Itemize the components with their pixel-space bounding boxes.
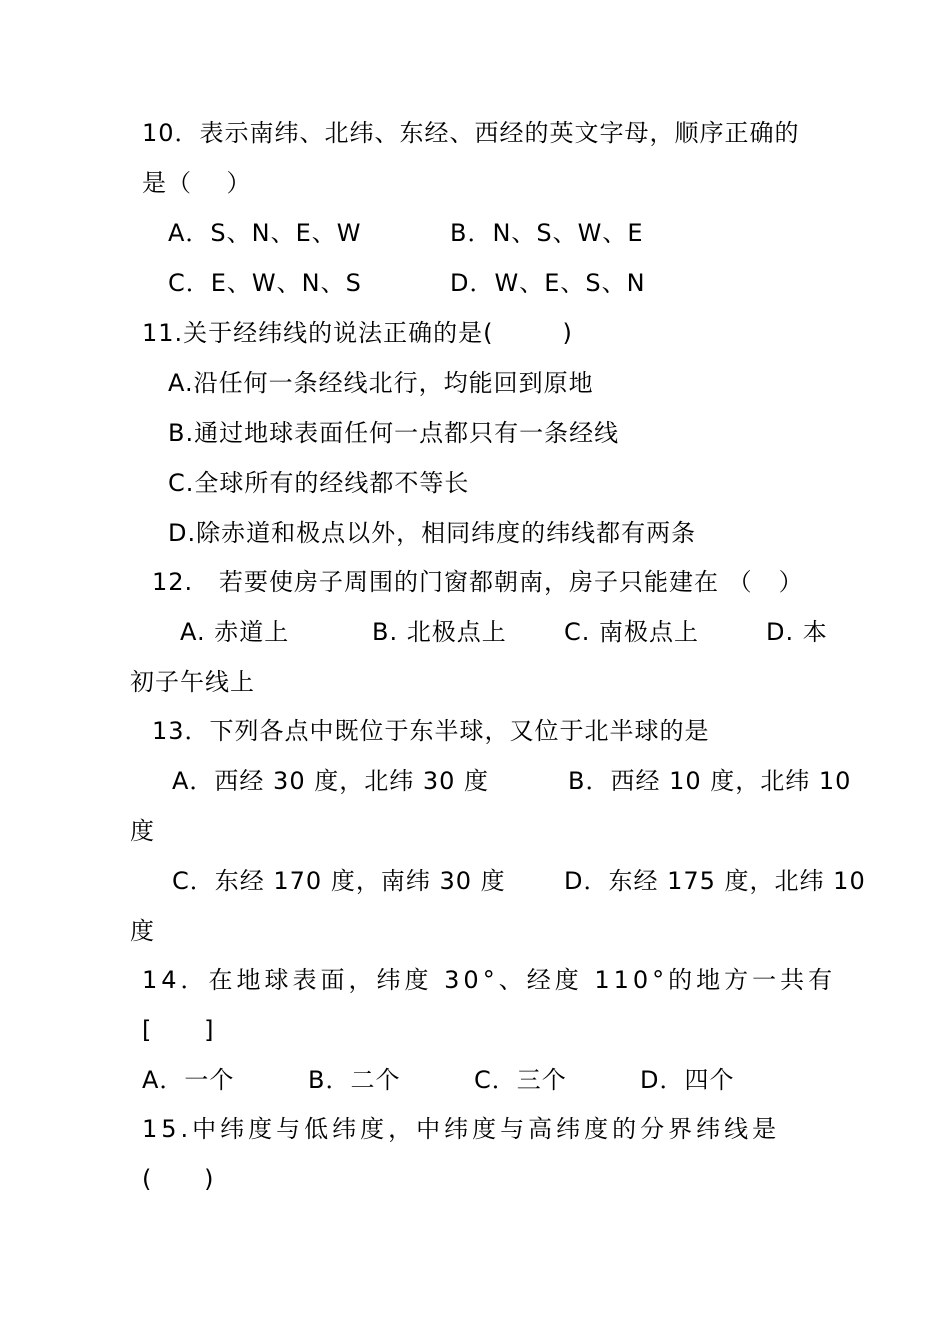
q12-option-d: D. 本 [766,618,828,646]
q11-option-b: B.通过地球表面任何一点都只有一条经线 [168,419,620,447]
q14-option-c: C．三个 [474,1066,567,1094]
q12-option-a: A. 赤道上 [180,618,290,646]
q10-stem-line2: 是（ ） [142,169,252,197]
q10-option-b: B．N、S、W、E [450,219,644,247]
q10-option-d: D．W、E、S、N [450,269,646,297]
q10-option-a: A．S、N、E、W [168,219,362,247]
q13-option-b-continued: 度 [130,817,155,845]
q14-stem: 14．在地球表面，纬度 30°、经度 110°的地方一共有 [142,966,837,994]
q10-stem-line1: 10．表示南纬、北纬、东经、西经的英文字母，顺序正确的 [142,119,800,147]
q13-option-d: D．东经 175 度，北纬 10 [564,867,866,895]
q13-option-d-continued: 度 [130,917,155,945]
q13-option-c: C．东经 170 度，南纬 30 度 [172,867,506,895]
q15-answer-bracket: ( ) [142,1165,215,1193]
q11-option-a: A.沿任何一条经线北行，均能回到原地 [168,369,594,397]
q12-option-d-continued: 初子午线上 [130,668,255,696]
q13-stem: 13．下列各点中既位于东半球，又位于北半球的是 [152,717,710,745]
q12-option-c: C. 南极点上 [564,618,700,646]
q13-option-b: B．西经 10 度，北纬 10 [568,767,852,795]
q14-answer-bracket: [ ] [142,1016,215,1044]
q12-option-b: B. 北极点上 [372,618,507,646]
q15-stem: 15.中纬度与低纬度，中纬度与高纬度的分界纬线是 [142,1115,781,1143]
q14-option-d: D．四个 [640,1066,735,1094]
q14-option-a: A．一个 [142,1066,235,1094]
q10-option-c: C．E、W、N、S [168,269,362,297]
q11-option-c: C.全球所有的经线都不等长 [168,469,470,497]
q13-option-a: A．西经 30 度，北纬 30 度 [172,767,490,795]
q11-option-d: D.除赤道和极点以外，相同纬度的纬线都有两条 [168,519,697,547]
q14-option-b: B．二个 [308,1066,401,1094]
q11-stem: 11.关于经纬线的说法正确的是( ) [142,319,573,347]
q12-stem: 12. 若要使房子周围的门窗都朝南，房子只能建在 （ ） [152,568,804,596]
